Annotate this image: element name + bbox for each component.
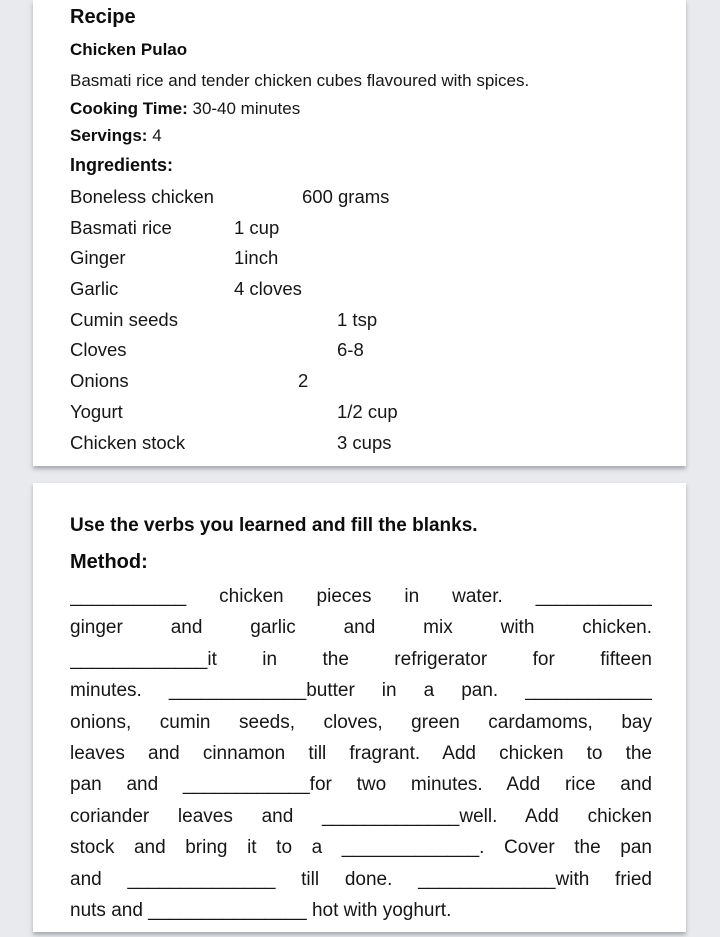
method-line: stock and bring it to a _____________. Cover the pan — [70, 837, 652, 859]
recipe-name: Chicken Pulao — [70, 40, 188, 59]
ingredient-name: Yogurt — [70, 400, 123, 422]
method-heading: Method: — [70, 551, 148, 573]
ingredient-row — [70, 335, 652, 366]
ingredient-row — [70, 213, 652, 244]
ingredient-quantity: 4 cloves — [234, 278, 302, 300]
recipe-panel — [33, 0, 686, 466]
ingredient-row — [70, 305, 652, 336]
ingredient-quantity: 1 cup — [234, 216, 280, 238]
method-line: leaves and cinnamon till fragrant. Add chicken to the — [70, 742, 652, 764]
method-line: nuts and _______________ hot with yoghurt. — [70, 899, 452, 921]
document-page-column — [33, 0, 686, 932]
ingredient-quantity: 1/2 cup — [337, 400, 398, 422]
recipe-title: Recipe — [70, 6, 136, 28]
method-line: coriander leaves and _____________well. Add chicken — [70, 805, 652, 827]
recipe-description: Basmati rice and tender chicken cubes flavoured with spices. — [70, 71, 530, 90]
cooking-time-row — [70, 96, 652, 123]
method-line: onions, cumin seeds, cloves, green cardamoms, bay — [70, 711, 652, 733]
ingredient-quantity: 1inch — [234, 247, 279, 269]
ingredient-name: Onions — [70, 370, 129, 392]
page-gap — [33, 466, 686, 483]
ingredients-heading: Ingredients: — [70, 155, 174, 175]
exercise-panel — [33, 483, 686, 932]
ingredient-row — [70, 366, 652, 397]
ingredient-row — [70, 274, 652, 305]
method-line: ___________ chicken pieces in water. ___________ — [70, 586, 652, 607]
ingredient-name: Cumin seeds — [70, 308, 178, 330]
ingredient-name: Chicken stock — [70, 431, 186, 453]
ingredient-quantity: 6-8 — [337, 339, 364, 361]
method-line: ginger and garlic and mix with chicken. — [70, 617, 652, 639]
method-line: minutes. _____________butter in a pan. ____________ — [70, 680, 652, 702]
cooking-time-label: Cooking Time: — [70, 99, 188, 118]
servings-value: 4 — [152, 125, 162, 145]
method-line: pan and ____________for two minutes. Add rice and — [70, 774, 652, 796]
ingredient-quantity: 2 — [298, 370, 309, 392]
exercise-instruction: Use the verbs you learned and fill the blanks. — [70, 515, 478, 536]
ingredient-name: Cloves — [70, 339, 127, 361]
ingredient-row — [70, 243, 652, 274]
ingredient-row — [70, 428, 652, 459]
ingredient-row — [70, 397, 652, 428]
method-line: _____________it in the refrigerator for fifteen — [70, 648, 652, 670]
ingredient-name: Garlic — [70, 278, 119, 300]
ingredient-row — [70, 182, 652, 213]
servings-label: Servings: — [70, 125, 148, 145]
ingredient-quantity: 3 cups — [337, 431, 392, 453]
ingredient-name: Basmati rice — [70, 216, 172, 238]
ingredient-quantity: 600 grams — [302, 186, 390, 207]
method-line: and ______________ till done. _____________with fried — [70, 868, 652, 890]
ingredient-name: Ginger — [70, 247, 126, 269]
ingredient-name: Boneless chicken — [70, 186, 214, 207]
servings-row — [70, 123, 652, 150]
ingredient-quantity: 1 tsp — [337, 308, 378, 330]
cooking-time-value: 30-40 minutes — [192, 99, 301, 118]
